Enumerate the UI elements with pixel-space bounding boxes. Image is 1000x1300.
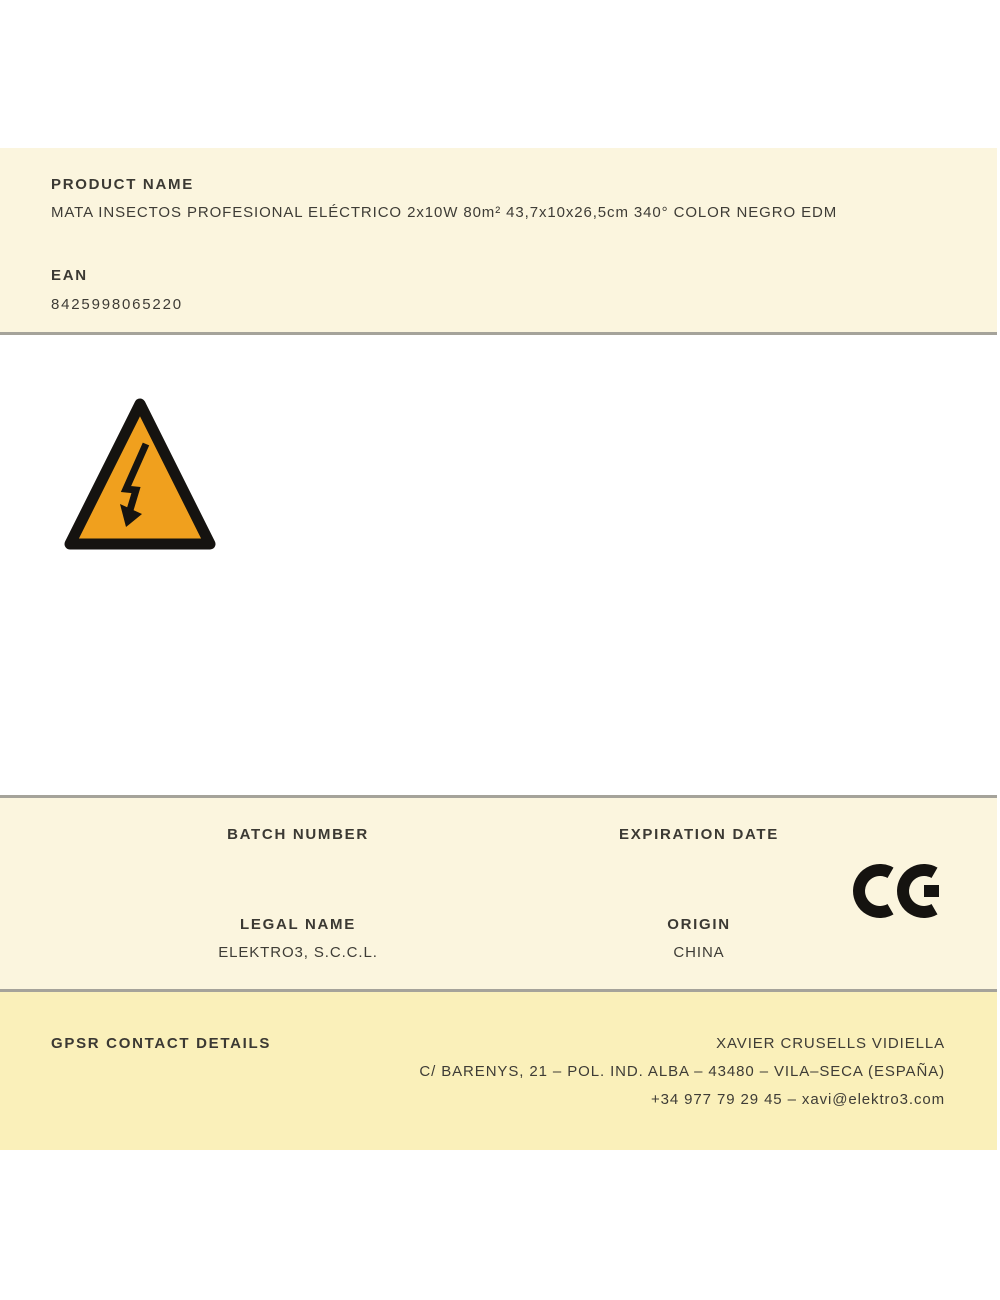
ean-label: EAN [51, 267, 88, 284]
batch-number-value [73, 854, 523, 872]
ce-marking-icon [852, 860, 944, 922]
legal-name-label: LEGAL NAME [240, 916, 356, 933]
gpsr-contact-label: GPSR CONTACT DETAILS [51, 1035, 272, 1052]
gpsr-contact-name: XAVIER CRUSELLS VIDIELLA [716, 1035, 945, 1052]
origin-label: ORIGIN [667, 916, 731, 933]
high-voltage-warning-icon [62, 394, 218, 554]
gpsr-contact-phone-email: +34 977 79 29 45 – xavi@elektro3.com [650, 1091, 945, 1108]
ean-value: 8425998065220 [51, 296, 183, 313]
origin-value: CHINA [673, 944, 725, 961]
gpsr-contact-address: C/ BARENYS, 21 – POL. IND. ALBA – 43480 – VILA–SECA (ESPAÑA) [419, 1063, 945, 1080]
gpsr-contact-block [419, 1035, 945, 1119]
expiration-date-label: EXPIRATION DATE [619, 826, 779, 843]
product-section [0, 148, 997, 335]
product-name-label: PRODUCT NAME [51, 176, 194, 193]
traceability-section [0, 795, 997, 992]
product-name-value: MATA INSECTOS PROFESIONAL ELÉCTRICO 2x10W 80m² 43,7x10x26,5cm 340° COLOR NEGRO EDM [51, 204, 838, 221]
gpsr-section [0, 992, 997, 1150]
legal-name-value: ELEKTRO3, S.C.C.L. [218, 944, 378, 961]
batch-number-label: BATCH NUMBER [227, 826, 369, 843]
traceability-left-column [73, 798, 523, 962]
